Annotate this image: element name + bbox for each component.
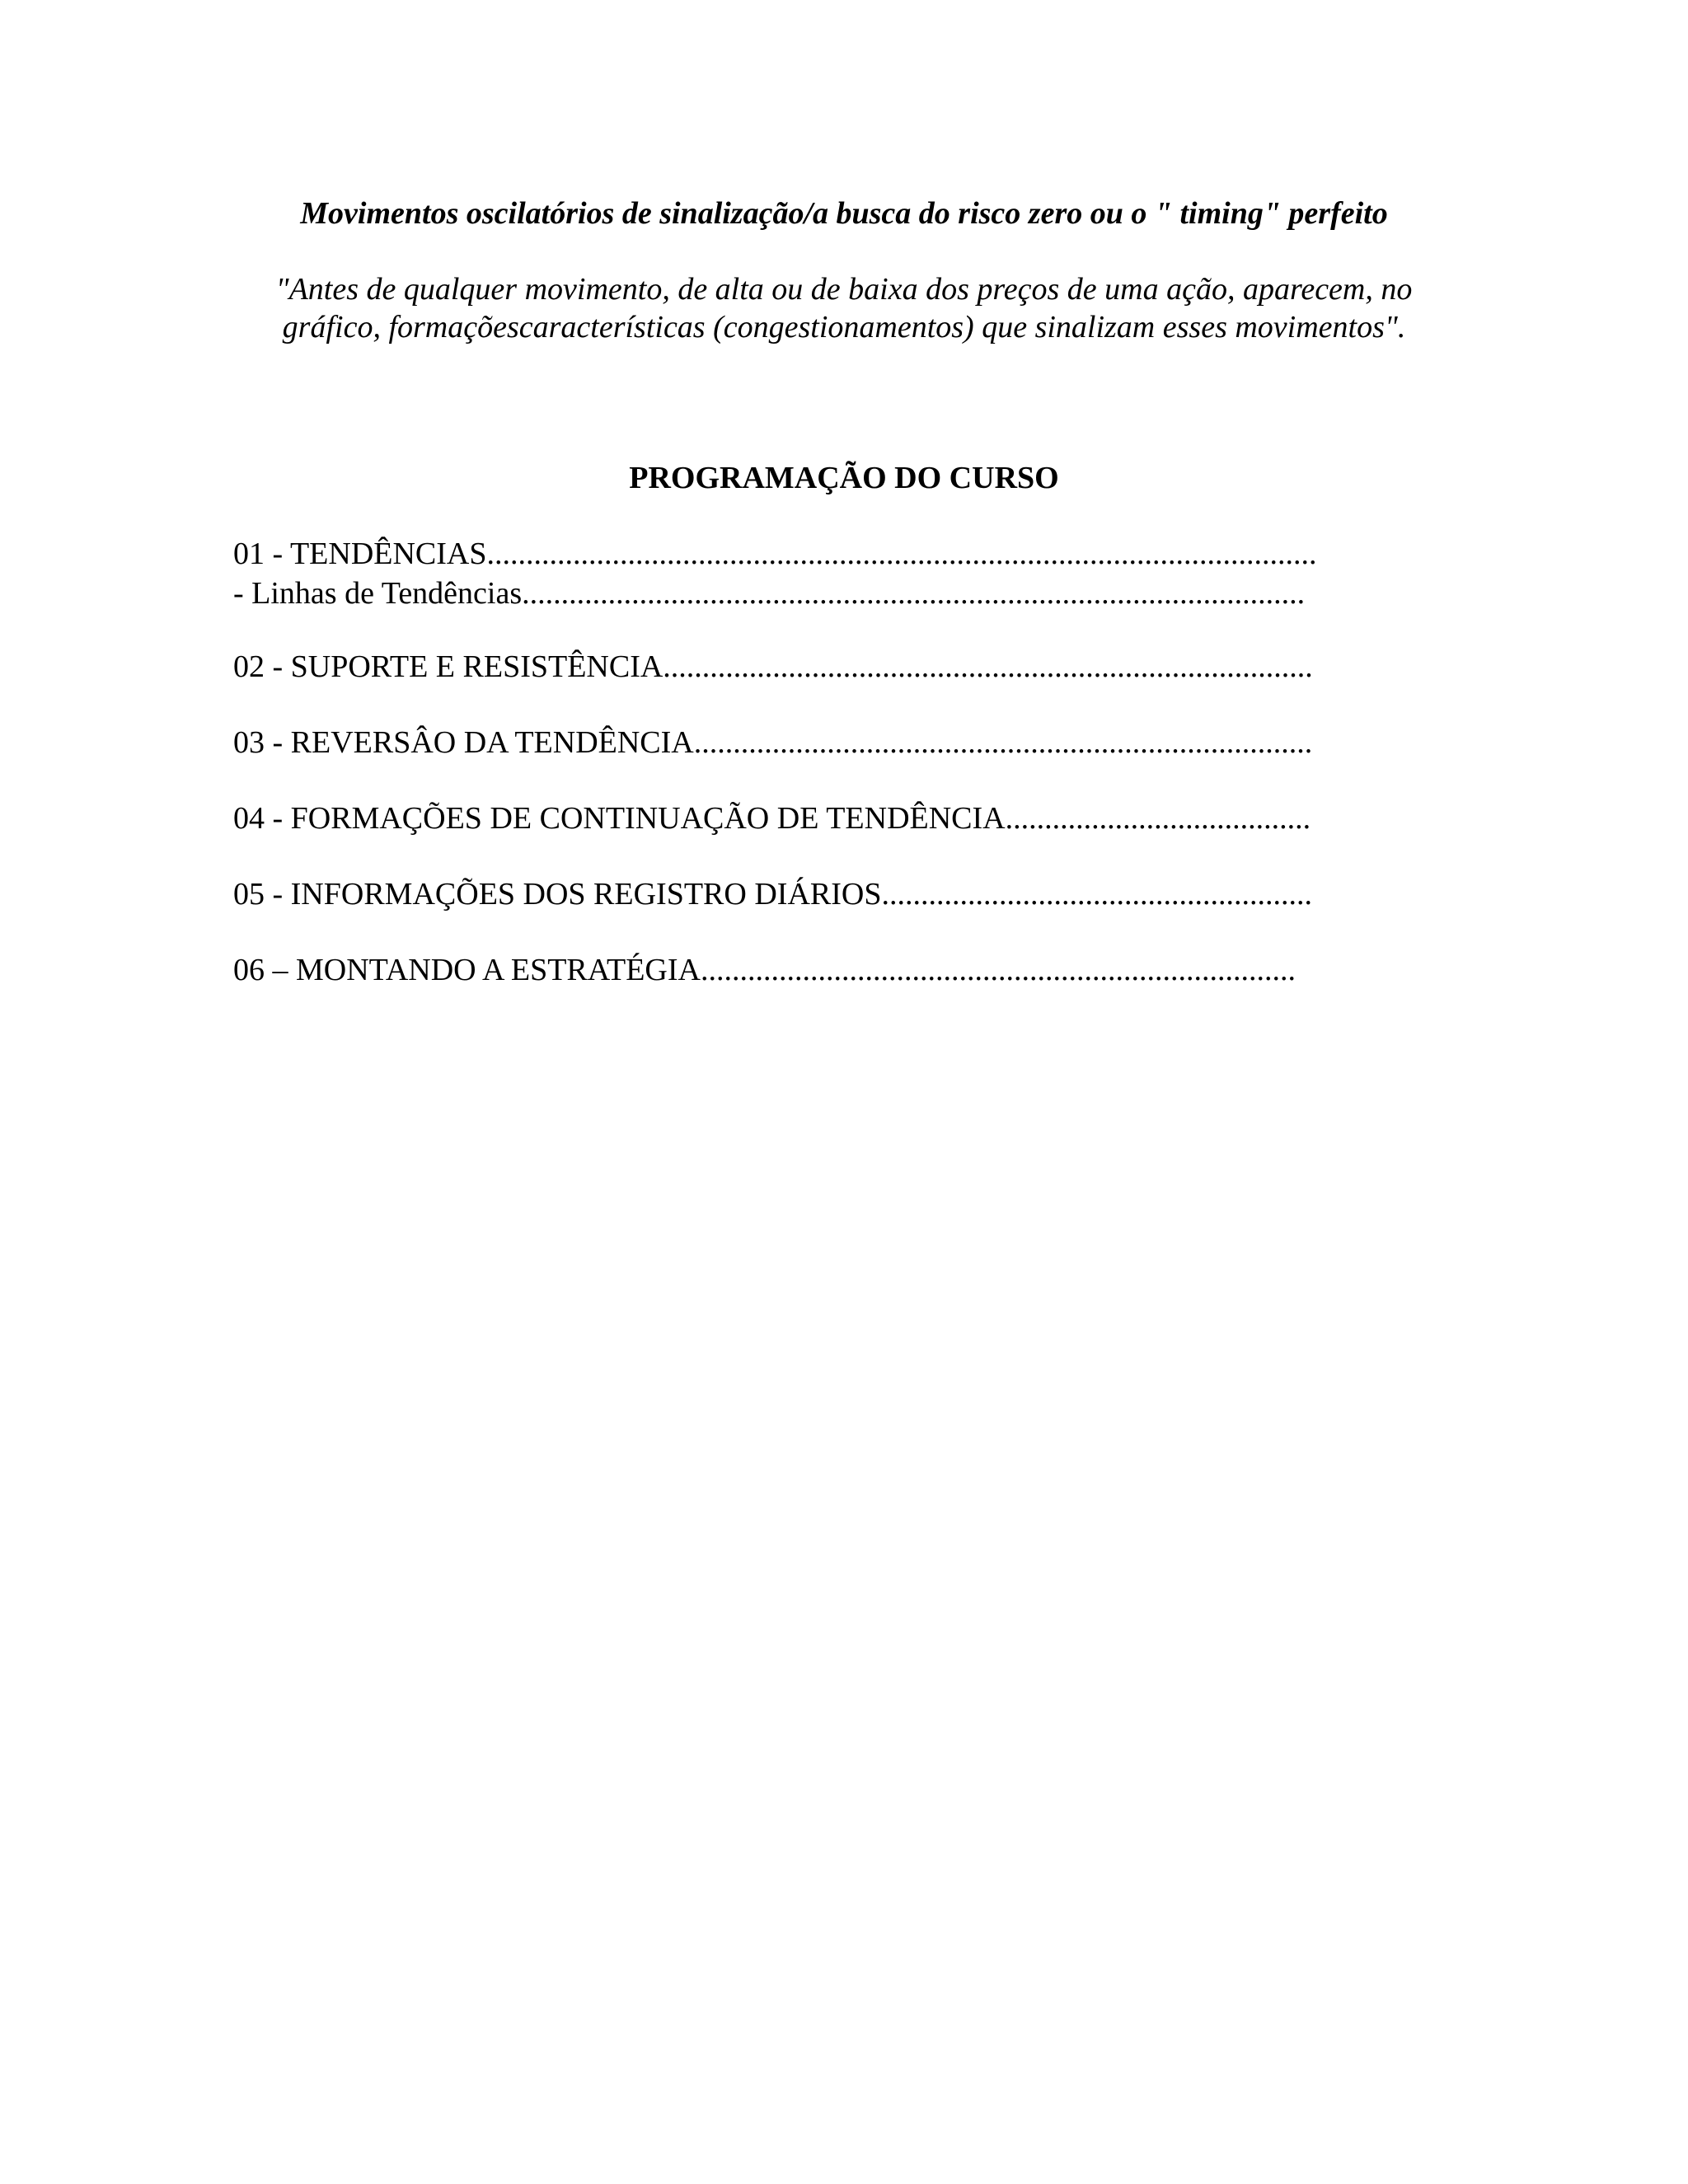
document-heading: Movimentos oscilatórios de sinalização/a busca do risco zero ou o " timing" perfeito bbox=[300, 196, 1388, 231]
toc-entry-tendencias: 01 - TENDÊNCIAS.......................................................................................................... bbox=[233, 537, 1317, 571]
toc-entry-montando-a-estrategia: 06 – MONTANDO A ESTRATÉGIA............................................................................ bbox=[233, 953, 1296, 987]
program-title: PROGRAMAÇÃO DO CURSO bbox=[629, 461, 1059, 495]
toc-entry-informacoes-dos-registros: 05 - INFORMAÇÕES DOS REGISTRO DIÁRIOS....................................................... bbox=[233, 877, 1312, 912]
quote-line: gráfico, formaçõescaracterísticas (congestionamentos) que sinalizam esses movimentos". bbox=[282, 310, 1406, 344]
toc-entry-reversao-da-tendencia: 03 - REVERSÂO DA TENDÊNCIA............................................................................... bbox=[233, 725, 1313, 760]
toc-entry-suporte-e-resistencia: 02 - SUPORTE E RESISTÊNCIA................................................................................... bbox=[233, 649, 1313, 684]
toc-entry-linhas-de-tendencias: - Linhas de Tendências.................................................................................................... bbox=[233, 576, 1306, 611]
quote-line: "Antes de qualquer movimento, de alta ou de baixa dos preços de uma ação, aparecem, no bbox=[275, 272, 1413, 307]
toc-entry-formacoes-de-continuacao: 04 - FORMAÇÕES DE CONTINUAÇÃO DE TENDÊNCIA....................................... bbox=[233, 801, 1311, 836]
epigraph-quote bbox=[0, 270, 1688, 346]
